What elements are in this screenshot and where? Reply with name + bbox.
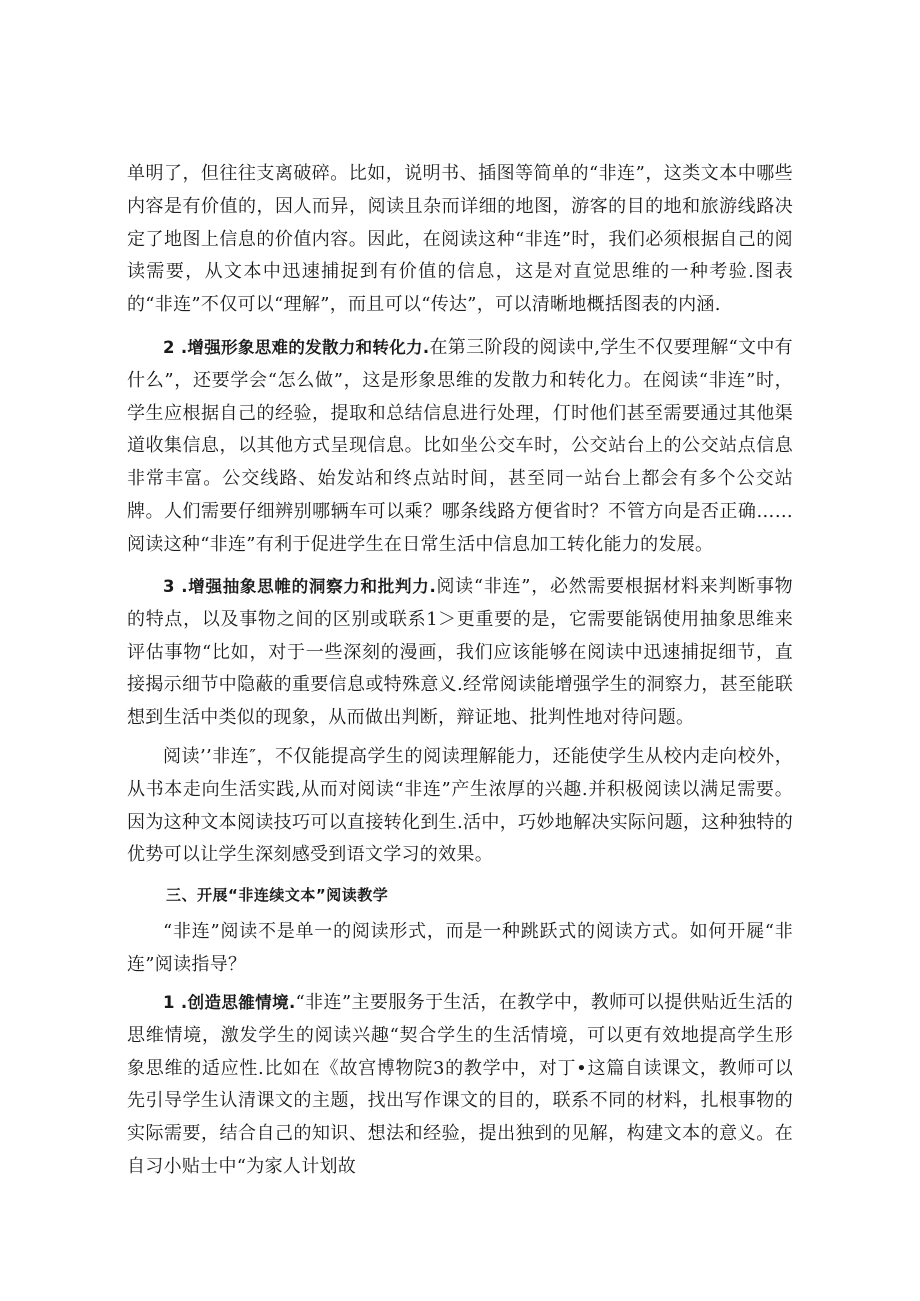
paragraph-text: 在第三阶段的阅读中,学生不仅要理解“文中有什么”，还要学会“怎么做”，这是形象思维的发散力和转化力。在阅读“非连”时，学生应根据自己的经验，提取和总结信息进行处理，仃时他们甚至需要通过其他渠道收集信息，以其他方式呈现信息。比如坐公交车时，公交站台上的公交站点信息非常丰富。公交线路、始发站和终点站时间，甚至同一站台上都会有多个公交站牌。人们需要仔细辨别哪辆车可以乘？哪条线路方便省时？不管方向是否正确……阅读这种“非连”有利于促进学生在日常生活中信息加工转化能力的发展。 xyxy=(127,337,793,555)
paragraph-text: “非连”阅读不是单一的阅读形式，而是一种跳跃式的阅读方式。如何开屣“非连”阅读指导？ xyxy=(127,921,793,975)
point-2-heading: 2 .增强形象思难的发散力和转化力. xyxy=(163,338,430,357)
paragraph-text: 阅读“非连”，必然需要根据材料来判断事物的特点，以及事物之间的区别或联系1＞更重要的是，它需要能锅使用抽象思维来评估事物“比如，对于一些深刻的漫画，我们应该能够在阅读中迅速捕捉细节，直接揭示细节中隐蔽的重要信息或特殊意义.经常阅读能增强学生的洞察力，甚至能联想到生活中类似的现象，从而做出判断，辩证地、批判性地对待问题。 xyxy=(127,576,793,729)
paragraph-text: “非连”主要服务于生活，在教学中，教师可以提供贴近生活的思维情境，激发学生的阅读兴趣“契合学生的生活情境，可以更有效地提高学生形象思维的适应性.比如在《故宫博物院3的教学中，对丁•这篇自读课文，教师可以先引导学生认清课文的主题，找出写作课文的目的，联系不同的材料，扎根事物的实际需要，结合自己的知识、想法和经验，提出独到的见解，构建文本的意义。在自习小贴士中“为家人计划故 xyxy=(127,992,793,1177)
section-heading-3: 三、开展“非连续文本”阅读教学 xyxy=(166,886,389,904)
point-1-heading: 1 .创造思雒情境. xyxy=(163,993,296,1012)
paragraph-summary xyxy=(127,741,793,872)
paragraph-point-3 xyxy=(127,571,793,735)
point-3-heading: 3 .增强抽象思帷的洞察力和批判力. xyxy=(163,577,437,596)
paragraph-point-2 xyxy=(127,332,793,562)
paragraph-point-1 xyxy=(127,987,793,1184)
paragraph-text: 阅读’’非连″，不仅能提高学生的阅读理解能力，还能使学生从校内走向校外，从书本走向生活实践,从而对阅读“非连”产生浓厚的兴趣.并积极阅读以满足需要。因为这种文本阅读技巧可以直接转化到生.活中，巧妙地解决实际问题，这种独特的优势可以让学生深刻感受到语文学习的效果。 xyxy=(127,746,793,866)
paragraph-section-intro xyxy=(127,916,793,982)
paragraph-text: 单明了，但往往支离破碎。比如，说明书、插图等简单的“非连”，这类文本中哪些内容是有价值的，因人而异，阅读且杂而详细的地图，游客的目的地和旅游线路决定了地图上信息的价值内容。因此，在阅读这种“非连”时，我们必须根据自己的阅读需要，从文本中迅速捕捉到有价值的信息，这是对直觉思维的一种考验.图表的“非连”不仅可以“理解”，而且可以“传达”，可以清晰地概括图表的内涵. xyxy=(127,163,793,316)
paragraph-intro-continuation xyxy=(127,158,793,322)
